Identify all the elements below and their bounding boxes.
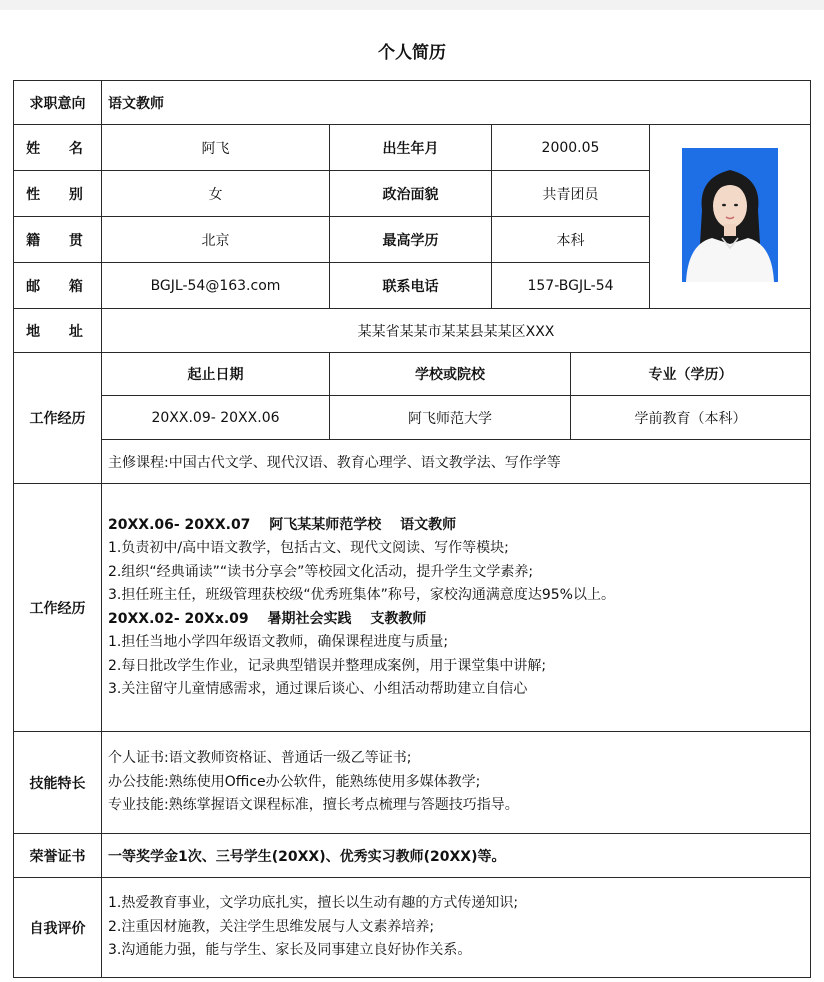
degree-value: 本科 [492,217,650,263]
job2-line-1: 1.担任当地小学四年级语文教师，确保课程进度与质量; [108,634,449,650]
degree-label: 最高学历 [330,217,492,263]
honors-label: 荣誉证书 [14,834,102,878]
name-value: 阿飞 [102,125,330,171]
work-label: 工作经历 [14,484,102,732]
job1-line-3: 3.担任班主任，班级管理获校级“优秀班集体”称号，家校沟通满意度达95%以上。 [108,587,615,603]
job2-line-2: 2.每日批改学生作业，记录典型错误并整理成案例，用于课堂集中讲解; [108,657,547,674]
phone-label: 联系电话 [330,263,492,309]
edu-header-school: 学校或院校 [330,353,571,396]
politics-label: 政治面貌 [330,171,492,217]
skills-line-3: 专业技能:熟练掌握语文课程标准，擅长考点梳理与答题技巧指导。 [108,797,519,814]
address-label: 地 址 [14,309,102,353]
honors-value: 一等奖学金1次、三号学生(20XX)、优秀实习教师(20XX)等。 [102,834,811,878]
edu-date: 20XX.09- 20XX.06 [102,396,330,440]
portrait-photo-icon [682,148,778,282]
skills-line-1: 个人证书:语文教师资格证、普通话一级乙等证书; [108,750,412,767]
self-eval-line-2: 2.注重因材施教，关注学生思维发展与人文素养培养; [108,918,435,935]
page-title: 个人简历 [378,43,446,63]
self-eval-line-3: 3.沟通能力强，能与学生、家长及同事建立良好协作关系。 [108,942,472,959]
job1-title: 20XX.06- 20XX.07 阿飞某某师范学校 语文教师 [108,516,457,533]
skills-label: 技能特长 [14,732,102,834]
work-content [102,484,811,732]
self-eval-label: 自我评价 [14,878,102,978]
self-eval-line-1: 1.热爱教育事业，文学功底扎实，擅长以生动有趣的方式传递知识; [108,895,519,912]
top-strip [0,0,824,10]
birth-label: 出生年月 [330,125,492,171]
job-intent-value: 语文教师 [102,81,811,125]
edu-header-major: 专业（学历） [571,353,811,396]
job1-line-2: 2.组织“经典诵读”“读书分享会”等校园文化活动，提升学生文学素养; [108,563,534,580]
self-eval-content [102,878,811,978]
email-value: BGJL-54@163.com [102,263,330,309]
email-label: 邮 箱 [14,263,102,309]
politics-value: 共青团员 [492,171,650,217]
job-intent-label: 求职意向 [14,81,102,125]
job2-line-3: 3.关注留守儿童情感需求，通过课后谈心、小组活动帮助建立自信心 [108,681,528,697]
skills-line-2: 办公技能:熟练使用Office办公软件，能熟练使用多媒体教学; [108,773,481,790]
gender-value: 女 [102,171,330,217]
name-label: 姓 名 [14,125,102,171]
phone-value: 157-BGJL-54 [492,263,650,309]
gender-label: 性 别 [14,171,102,217]
education-label: 工作经历 [14,353,102,484]
edu-school: 阿飞师范大学 [330,396,571,440]
birth-value: 2000.05 [492,125,650,171]
edu-courses: 主修课程:中国古代文学、现代汉语、教育心理学、语文教学法、写作学等 [102,440,811,484]
origin-label: 籍 贯 [14,217,102,263]
job2-title: 20XX.02- 20Xx.09 暑期社会实践 支教教师 [108,610,427,627]
photo-cell [650,125,811,309]
edu-header-date: 起止日期 [102,353,330,396]
job1-line-1: 1.负责初中/高中语文教学，包括古文、现代文阅读、写作等模块; [108,540,509,556]
skills-content [102,732,811,834]
origin-value: 北京 [102,217,330,263]
address-value: 某某省某某市某某县某某区XXX [102,309,811,353]
resume-table [13,80,811,978]
edu-major: 学前教育（本科） [571,396,811,440]
